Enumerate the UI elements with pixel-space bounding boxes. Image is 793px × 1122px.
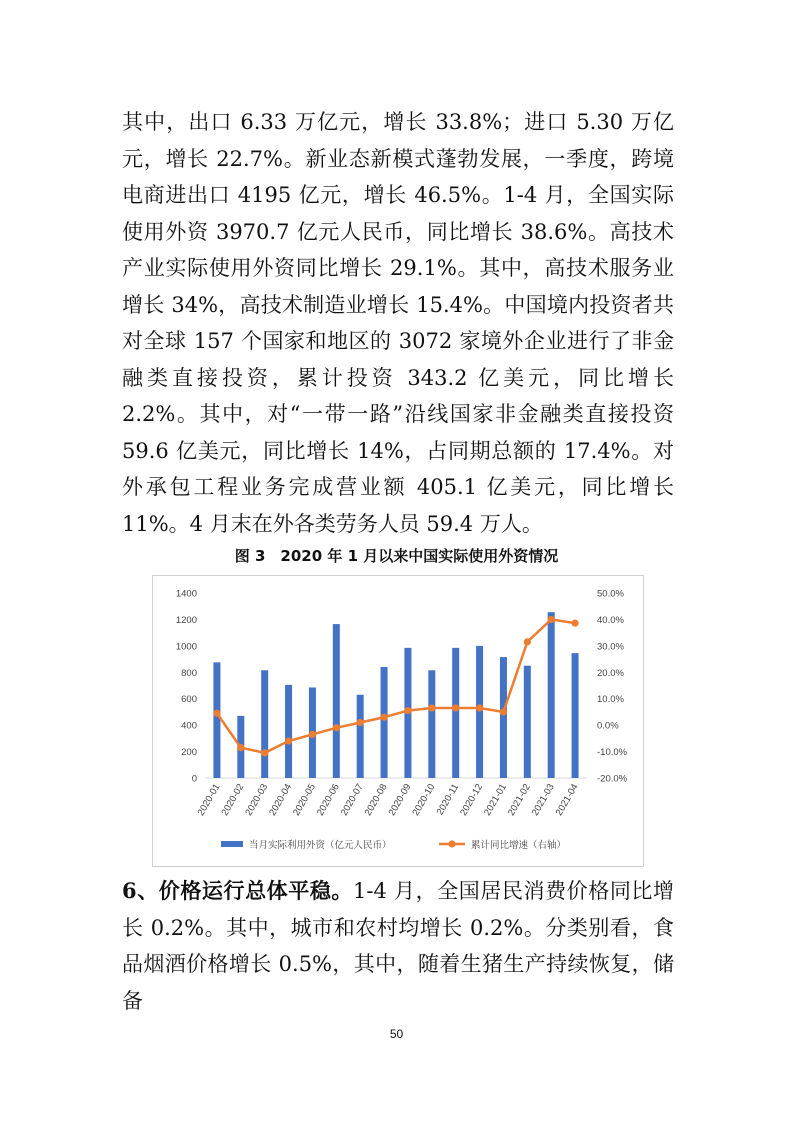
left-axis-tick-label: 0 bbox=[191, 773, 197, 785]
bar-2020-10 bbox=[428, 670, 435, 778]
left-axis-tick-label: 1200 bbox=[175, 614, 197, 626]
bar-2020-08 bbox=[381, 667, 388, 778]
x-tick-label: 2021-03 bbox=[529, 782, 557, 818]
x-tick-label: 2020-02 bbox=[219, 782, 247, 818]
growth-point-2021-04 bbox=[571, 620, 578, 627]
x-tick-label: 2020-12 bbox=[458, 782, 486, 818]
bar-2020-11 bbox=[452, 648, 459, 778]
page-number: 50 bbox=[389, 1027, 404, 1041]
left-axis-tick-label: 400 bbox=[181, 720, 197, 732]
legend-line-marker bbox=[448, 840, 455, 847]
x-tick-label: 2020-01 bbox=[195, 782, 223, 818]
right-axis-tick-label: 0.0% bbox=[597, 720, 619, 732]
legend-bar-swatch bbox=[221, 841, 243, 847]
bar-2021-02 bbox=[524, 666, 531, 778]
left-axis-tick-label: 1400 bbox=[175, 588, 197, 600]
x-tick-label: 2020-08 bbox=[362, 782, 390, 818]
growth-point-2020-12 bbox=[476, 704, 483, 711]
bar-2020-04 bbox=[285, 685, 292, 778]
right-axis-tick-label: 20.0% bbox=[597, 667, 624, 679]
right-axis-tick-label: -20.0% bbox=[597, 773, 628, 785]
growth-point-2021-01 bbox=[500, 708, 507, 715]
x-tick-label: 2020-10 bbox=[410, 782, 438, 818]
x-tick-label: 2020-04 bbox=[267, 782, 295, 818]
chart-svg bbox=[153, 576, 643, 866]
growth-point-2020-04 bbox=[285, 737, 292, 744]
growth-point-2020-03 bbox=[261, 749, 268, 756]
left-axis-tick-label: 1000 bbox=[175, 641, 197, 653]
right-axis-tick-label: 50.0% bbox=[597, 588, 624, 600]
growth-point-2020-10 bbox=[428, 704, 435, 711]
section-heading: 6、价格运行总体平稳。 bbox=[122, 878, 353, 903]
right-axis-tick-label: -10.0% bbox=[597, 747, 628, 759]
bar-2020-07 bbox=[357, 695, 364, 778]
bar-2020-12 bbox=[476, 646, 483, 778]
right-axis-tick-label: 30.0% bbox=[597, 641, 624, 653]
figure-caption: 图 3 2020 年 1 月以来中国实际使用外资情况 bbox=[234, 547, 559, 565]
growth-point-2020-08 bbox=[380, 714, 387, 721]
bar-2020-01 bbox=[213, 662, 220, 778]
x-tick-label: 2020-03 bbox=[243, 782, 271, 818]
growth-line bbox=[217, 619, 575, 752]
x-tick-label: 2020-09 bbox=[386, 782, 414, 818]
legend-bar-label: 当月实际利用外资（亿元人民币） bbox=[249, 840, 392, 851]
x-tick-label: 2021-02 bbox=[505, 782, 533, 818]
growth-point-2020-05 bbox=[309, 731, 316, 738]
bar-2021-03 bbox=[548, 612, 555, 778]
bar-2021-04 bbox=[572, 653, 579, 778]
growth-point-2020-01 bbox=[213, 710, 220, 717]
bar-2021-01 bbox=[500, 657, 507, 778]
x-tick-label: 2020-06 bbox=[314, 782, 342, 818]
body-paragraph-2 bbox=[122, 873, 674, 1019]
foreign-investment-chart bbox=[152, 575, 644, 867]
growth-point-2021-02 bbox=[524, 638, 531, 645]
body-paragraph-1: 其中，出口 6.33 万亿元，增长 33.8%；进口 5.30 万亿元，增长 22.7%。新业态新模式蓬勃发展，一季度，跨境电商进出口 4195 亿元，增长 46.5%。1-4 月，全国实际使用外资 3970.7 亿元人民币，同比增长 38.6%。高技术产业实际使用外资同比增长 29.1%。其中，高技术服务业增长 34%，高技术制造业增长 15.4%。中国境内投资者共对全球 157 个国家和地区的 3072 家境外企业进行了非金融类直接投资，累计投资 343.2 亿美元，同比增长 2.2%。其中，对“一带一路”沿线国家非金融类直接投资 59.6 亿美元，同比增长 14%，占同期总额的 17.4%。对外承包工程业务完成营业额 405.1 亿美元，同比增长 11%。4 月末在外各类劳务人员 59.4 万人。 bbox=[122, 110, 674, 536]
x-tick-label: 2021-01 bbox=[482, 782, 510, 818]
right-axis-tick-label: 40.0% bbox=[597, 614, 624, 626]
growth-point-2021-03 bbox=[548, 616, 555, 623]
growth-point-2020-11 bbox=[452, 704, 459, 711]
legend-line-label: 累计同比增速（右轴） bbox=[471, 840, 567, 851]
x-tick-label: 2021-04 bbox=[553, 782, 581, 818]
bar-2020-06 bbox=[333, 624, 340, 778]
section-body: 1-4 月，全国居民消费价格同比增长 0.2%。其中，城市和农村均增长 0.2%。分类别看，食品烟酒价格增长 0.5%，其中，随着生猪生产持续恢复，储备 bbox=[122, 879, 674, 1013]
x-tick-label: 2020-05 bbox=[291, 782, 319, 818]
bar-2020-03 bbox=[261, 670, 268, 778]
left-axis-tick-label: 800 bbox=[181, 667, 197, 679]
growth-point-2020-02 bbox=[237, 744, 244, 751]
left-axis-tick-label: 600 bbox=[181, 694, 197, 706]
growth-point-2020-06 bbox=[333, 724, 340, 731]
right-axis-tick-label: 10.0% bbox=[597, 694, 624, 706]
left-axis-tick-label: 200 bbox=[181, 747, 197, 759]
x-tick-label: 2020-07 bbox=[338, 782, 366, 818]
growth-point-2020-09 bbox=[404, 707, 411, 714]
growth-point-2020-07 bbox=[357, 719, 364, 726]
x-tick-label: 2020-11 bbox=[434, 782, 462, 818]
